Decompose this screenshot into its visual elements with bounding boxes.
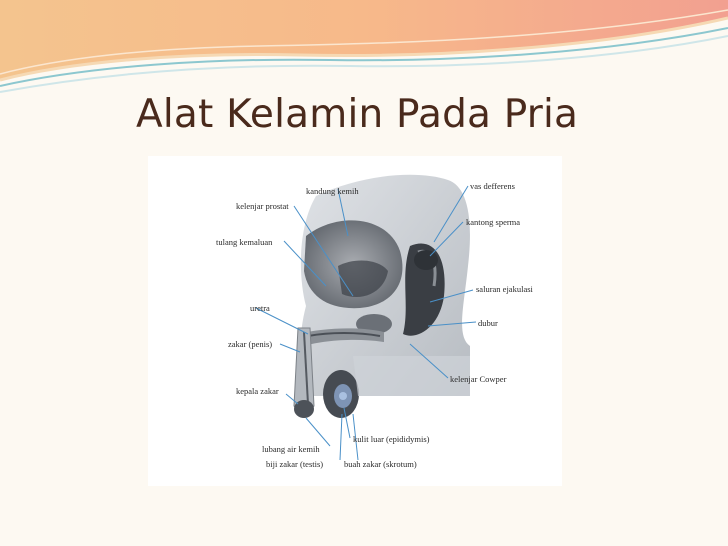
label-kandung-kemih: kandung kemih	[306, 186, 359, 196]
label-lubang-air-kemih: lubang air kemih	[262, 444, 320, 454]
label-uretra: uretra	[250, 303, 270, 313]
label-kelenjar-prostat: kelenjar prostat	[236, 201, 289, 211]
label-dubur: dubur	[478, 318, 498, 328]
label-kepala-zakar: kepala zakar	[236, 386, 279, 396]
label-kantong-sperma: kantong sperma	[466, 217, 521, 227]
label-kelenjar-cowper: kelenjar Cowper	[450, 374, 507, 384]
label-zakar-penis: zakar (penis)	[228, 339, 273, 349]
label-vas-defferens: vas defferens	[470, 181, 515, 191]
decorative-wave-banner	[0, 0, 728, 100]
slide-title: Alat Kelamin Pada Pria	[136, 92, 579, 137]
label-buah-zakar: buah zakar (skrotum)	[344, 459, 417, 469]
label-saluran-ejakulasi: saluran ejakulasi	[476, 284, 533, 294]
anatomy-figure	[148, 156, 562, 486]
label-biji-zakar: biji zakar (testis)	[266, 459, 324, 469]
label-tulang-kemaluan: tulang kemaluan	[216, 237, 273, 247]
label-kulit-luar: kulit luar (epididymis)	[353, 434, 430, 444]
